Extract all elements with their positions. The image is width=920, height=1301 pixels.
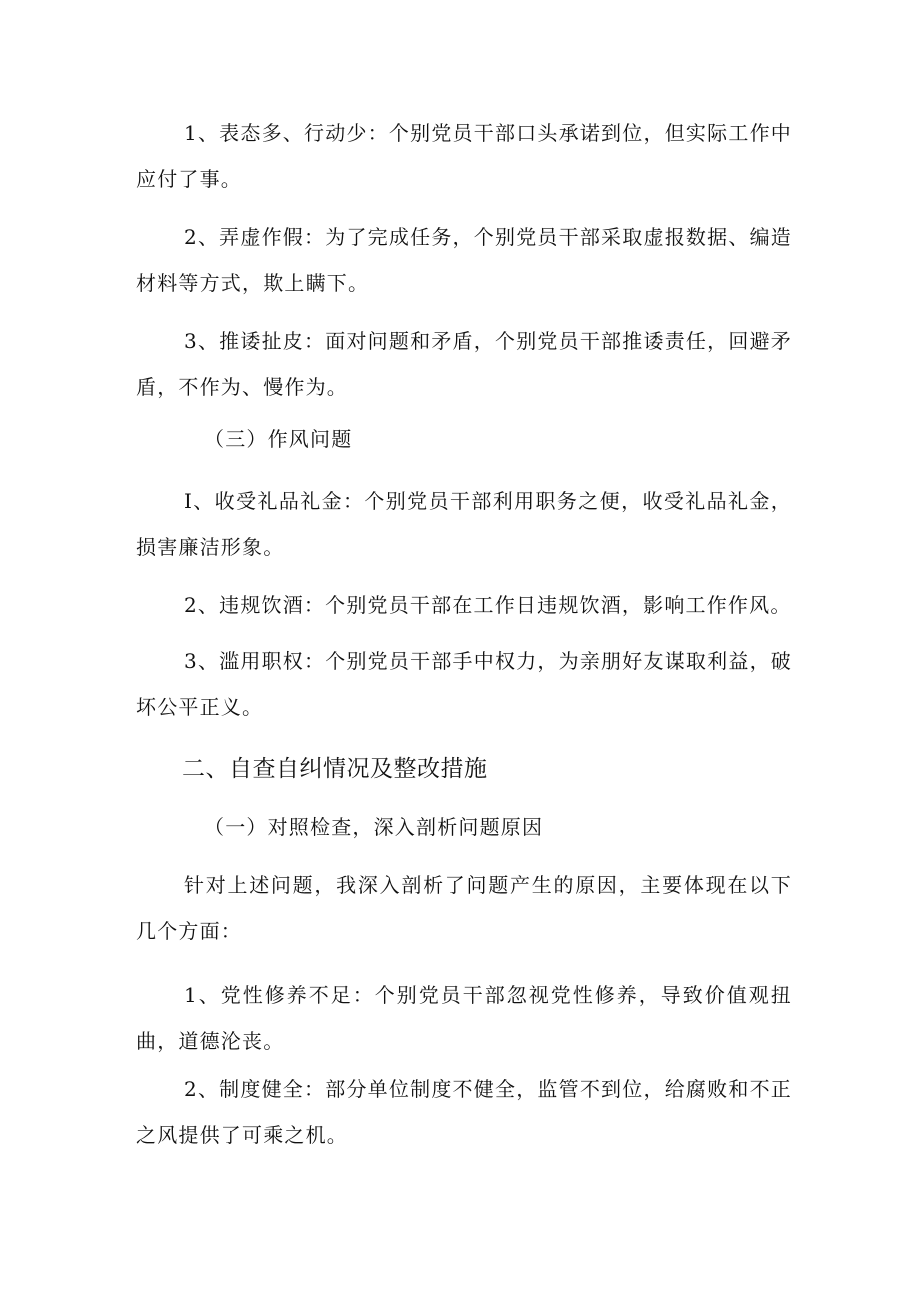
paragraph-item-1: 1、表态多、行动少：个别党员干部口头承诺到位，但实际工作中应付了事。 [136,121,792,191]
paragraph-intro: 针对上述问题，我深入剖析了问题产生的原因，主要体现在以下几个方面： [136,873,792,943]
paragraph-cause-2: 2、制度健全：部分单位制度不健全，监管不到位，给腐败和不正之风提供了可乘之机。 [136,1077,792,1147]
paragraph-style-item-1: I、收受礼品礼金：个别党员干部利用职务之便，收受礼品礼金，损害廉洁形象。 [136,489,792,559]
section-heading: 二、自查自纠情况及整改措施 [182,756,488,782]
subsection-title-style-issues: （三）作风问题 [204,427,353,451]
paragraph-style-item-2: 2、违规饮酒：个别党员干部在工作日违规饮酒，影响工作作风。 [184,593,792,617]
paragraph-item-3: 3、推诿扯皮：面对问题和矛盾，个别党员干部推诿责任，回避矛盾，不作为、慢作为。 [136,329,792,399]
paragraph-style-item-3: 3、滥用职权：个别党员干部手中权力，为亲朋好友谋取利益，破坏公平正义。 [136,649,792,719]
paragraph-cause-1: 1、党性修养不足：个别党员干部忽视党性修养，导致价值观扭曲，道德沦丧。 [136,983,792,1053]
subsection-title-analysis: （一）对照检查，深入剖析问题原因 [204,815,544,839]
paragraph-item-2: 2、弄虚作假：为了完成任务，个别党员干部采取虚报数据、编造材料等方式，欺上瞒下。 [136,225,792,295]
